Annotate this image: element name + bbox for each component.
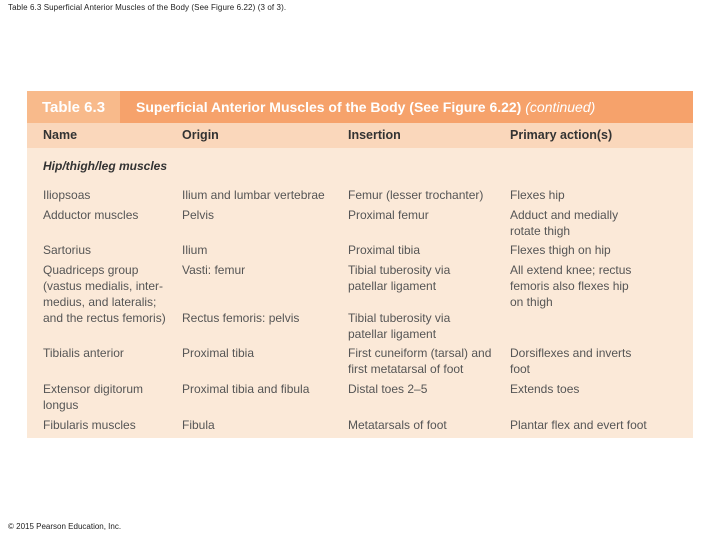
table-number-label: Table 6.3 (27, 91, 120, 123)
cell-line: First cuneiform (tarsal) and (348, 346, 492, 360)
cell-line: Iliopsoas (43, 188, 91, 202)
table-header-row (27, 123, 693, 148)
column-header-origin: Origin (182, 128, 219, 142)
cell-line: Adduct and medially (510, 208, 619, 222)
cell-line: Distal toes 2–5 (348, 382, 428, 396)
column-header-name: Name (43, 128, 78, 142)
action-cell (510, 262, 631, 310)
insertion-cell (348, 242, 420, 258)
cell-line: Ilium (182, 243, 208, 257)
copyright-notice: © 2015 Pearson Education, Inc. (8, 522, 122, 531)
cell-line: Femur (lesser trochanter) (348, 188, 484, 202)
cell-line: Vasti: femur (182, 263, 246, 277)
origin-cell (182, 417, 215, 433)
action-cell (510, 207, 618, 239)
origin-cell (182, 345, 254, 361)
column-header-insertion: Insertion (348, 128, 401, 142)
origin-cell (182, 381, 309, 397)
cell-line: patellar ligament (348, 327, 437, 341)
cell-line: Extends toes (510, 382, 580, 396)
cell-line: Quadriceps group (43, 263, 139, 277)
name-cell (43, 207, 138, 223)
cell-line: Flexes thigh on hip (510, 243, 611, 257)
cell-line: Flexes hip (510, 188, 565, 202)
insertion-cell (348, 417, 447, 433)
action-cell (510, 242, 611, 258)
slide-title: Table 6.3 Superficial Anterior Muscles of the Body (See Figure 6.22) (3 of 3). (8, 3, 287, 12)
cell-line: Extensor digitorum (43, 382, 144, 396)
name-cell (43, 345, 124, 361)
cell-line: foot (510, 362, 531, 376)
action-cell (510, 417, 647, 433)
cell-line: Tibialis anterior (43, 346, 124, 360)
cell-line: Tibial tuberosity via (348, 263, 451, 277)
action-cell (510, 381, 579, 397)
name-cell (43, 417, 136, 433)
cell-line: (vastus medialis, inter- (43, 279, 164, 293)
cell-line: Ilium and lumbar vertebrae (182, 188, 325, 202)
column-header-primary-actions: Primary action(s) (510, 128, 613, 142)
insertion-cell (348, 310, 450, 342)
muscle-table (27, 91, 693, 438)
insertion-cell (348, 381, 427, 397)
table-title-text: Superficial Anterior Muscles of the Body (See Figure 6.22) (136, 99, 522, 115)
name-cell (43, 381, 143, 413)
cell-line: Fibularis muscles (43, 418, 136, 432)
origin-cell (182, 262, 245, 278)
origin-cell (182, 242, 207, 258)
table-title (136, 91, 595, 123)
cell-line: Tibial tuberosity via (348, 311, 451, 325)
table-continued-label: (continued) (525, 99, 596, 115)
cell-line: Dorsiflexes and inverts (510, 346, 632, 360)
cell-line: femoris also flexes hip (510, 279, 629, 293)
name-cell (43, 242, 91, 258)
origin-cell (182, 207, 214, 223)
cell-line: Metatarsals of foot (348, 418, 447, 432)
cell-line: All extend knee; rectus (510, 263, 632, 277)
origin-cell (182, 187, 325, 203)
cell-line: first metatarsal of foot (348, 362, 464, 376)
insertion-cell (348, 262, 450, 294)
cell-line: rotate thigh (510, 224, 571, 238)
cell-line: Sartorius (43, 243, 92, 257)
action-cell (510, 345, 631, 377)
cell-line: and the rectus femoris) (43, 311, 166, 325)
cell-line: on thigh (510, 295, 553, 309)
cell-line: Proximal tibia (348, 243, 421, 257)
cell-line: Plantar flex and evert foot (510, 418, 647, 432)
insertion-cell (348, 207, 429, 223)
cell-line: patellar ligament (348, 279, 437, 293)
cell-line: Proximal femur (348, 208, 429, 222)
insertion-cell (348, 187, 483, 203)
cell-line: Adductor muscles (43, 208, 139, 222)
cell-line: Rectus femoris: pelvis (182, 311, 300, 325)
cell-line: longus (43, 398, 79, 412)
cell-line: medius, and lateralis; (43, 295, 157, 309)
cell-line: Pelvis (182, 208, 215, 222)
section-heading: Hip/thigh/leg muscles (43, 159, 168, 173)
name-cell (43, 262, 163, 310)
name-cell (43, 187, 90, 203)
cell-line: Proximal tibia and fibula (182, 382, 310, 396)
origin-cell (182, 310, 299, 326)
table-banner (27, 91, 693, 123)
cell-line: Fibula (182, 418, 215, 432)
insertion-cell (348, 345, 491, 377)
cell-line: Proximal tibia (182, 346, 255, 360)
action-cell (510, 187, 565, 203)
name-cell (43, 310, 166, 326)
